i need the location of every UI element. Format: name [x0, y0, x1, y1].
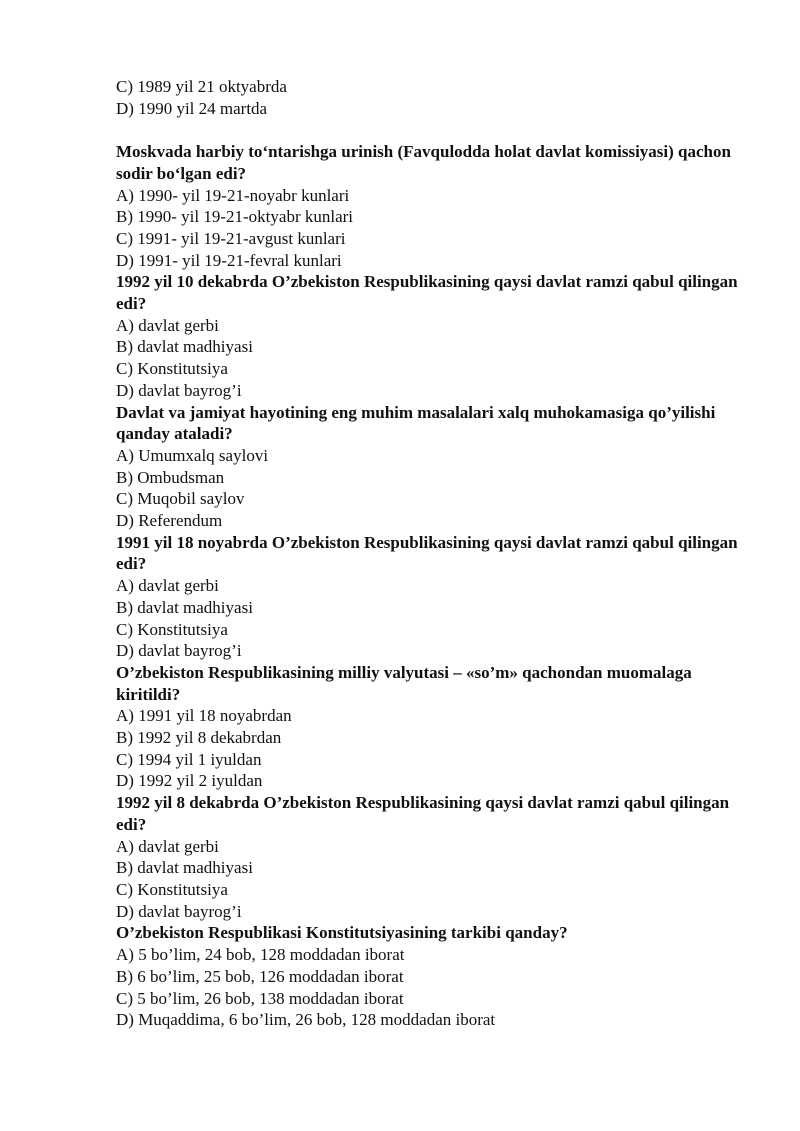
answer-option: B) davlat madhiyasi — [116, 337, 253, 357]
question-block — [116, 402, 746, 532]
question-text: 1991 yil 18 noyabrda O’zbekiston Respublikasining qaysi davlat ramzi qabul qilingan edi? — [116, 532, 738, 574]
answer-option: C) Konstitutsiya — [116, 880, 228, 899]
answer-option: C) Konstitutsiya — [116, 619, 228, 639]
question-text: Moskvada harbiy to‘ntarishga urinish (Favqulodda holat davlat komissiyasi) qachon sodir bo‘lgan edi? — [116, 142, 731, 183]
document-page — [116, 76, 746, 1031]
answer-option: B) 1992 yil 8 dekabrdan — [116, 728, 282, 748]
answer-option: A) davlat gerbi — [116, 576, 219, 596]
answer-option: C) 5 bo’lim, 26 bob, 138 moddadan iborat — [116, 988, 404, 1008]
answer-option: A) 1990- yil 19-21-noyabr kunlari — [116, 185, 350, 205]
answer-option: C) 1991- yil 19-21-avgust kunlari — [116, 228, 346, 248]
answer-option: D) Muqaddima, 6 bo’lim, 26 bob, 128 moddadan iborat — [116, 1010, 496, 1030]
answer-option: D) davlat bayrog’i — [116, 641, 242, 661]
answer-option: D) 1990 yil 24 martda — [116, 98, 268, 118]
question-block — [116, 271, 746, 401]
answer-option: C) 1989 yil 21 oktyabrda — [116, 77, 287, 96]
answer-option: A) davlat gerbi — [116, 315, 219, 335]
answer-option: D) davlat bayrog’i — [116, 901, 242, 921]
answer-option: D) davlat bayrog’i — [116, 380, 242, 400]
question-block — [116, 792, 746, 922]
question-text: 1992 yil 8 dekabrda O’zbekiston Respublikasining qaysi davlat ramzi qabul qilingan edi? — [116, 793, 730, 834]
answer-option: C) Konstitutsiya — [116, 359, 228, 379]
question-text: O’zbekiston Respublikasi Konstitutsiyasining tarkibi qanday? — [116, 923, 568, 943]
answer-option: A) Umumxalq saylovi — [116, 445, 269, 465]
answer-option: C) 1994 yil 1 iyuldan — [116, 749, 262, 769]
question-text: Davlat va jamiyat hayotining eng muhim masalalari xalq muhokamasiga qo’yilishi qanday ataladi? — [116, 402, 716, 444]
answer-option: B) Ombudsman — [116, 467, 225, 487]
answer-option: D) 1991- yil 19-21-fevral kunlari — [116, 250, 342, 270]
answer-option: A) davlat gerbi — [116, 836, 219, 856]
question-block — [116, 922, 746, 1031]
question-block — [116, 532, 746, 662]
lead-options — [116, 76, 746, 119]
answer-option: C) Muqobil saylov — [116, 489, 245, 509]
question-text: O’zbekiston Respublikasining milliy valyutasi – «so’m» qachondan muomalaga kiritildi? — [116, 662, 692, 704]
answer-option: B) 6 bo’lim, 25 bob, 126 moddadan iborat — [116, 966, 404, 986]
answer-option: A) 1991 yil 18 noyabrdan — [116, 706, 292, 726]
answer-option: B) davlat madhiyasi — [116, 858, 253, 878]
question-text: 1992 yil 10 dekabrda O’zbekiston Respublikasining qaysi davlat ramzi qabul qilingan edi? — [116, 272, 738, 314]
answer-option: B) davlat madhiyasi — [116, 597, 253, 617]
answer-option: A) 5 bo’lim, 24 bob, 128 moddadan iborat — [116, 945, 405, 965]
spacer — [116, 119, 746, 141]
answer-option: D) Referendum — [116, 511, 223, 531]
question-block — [116, 662, 746, 792]
question-block — [116, 141, 746, 271]
answer-option: D) 1992 yil 2 iyuldan — [116, 771, 263, 791]
answer-option: B) 1990- yil 19-21-oktyabr kunlari — [116, 207, 354, 227]
